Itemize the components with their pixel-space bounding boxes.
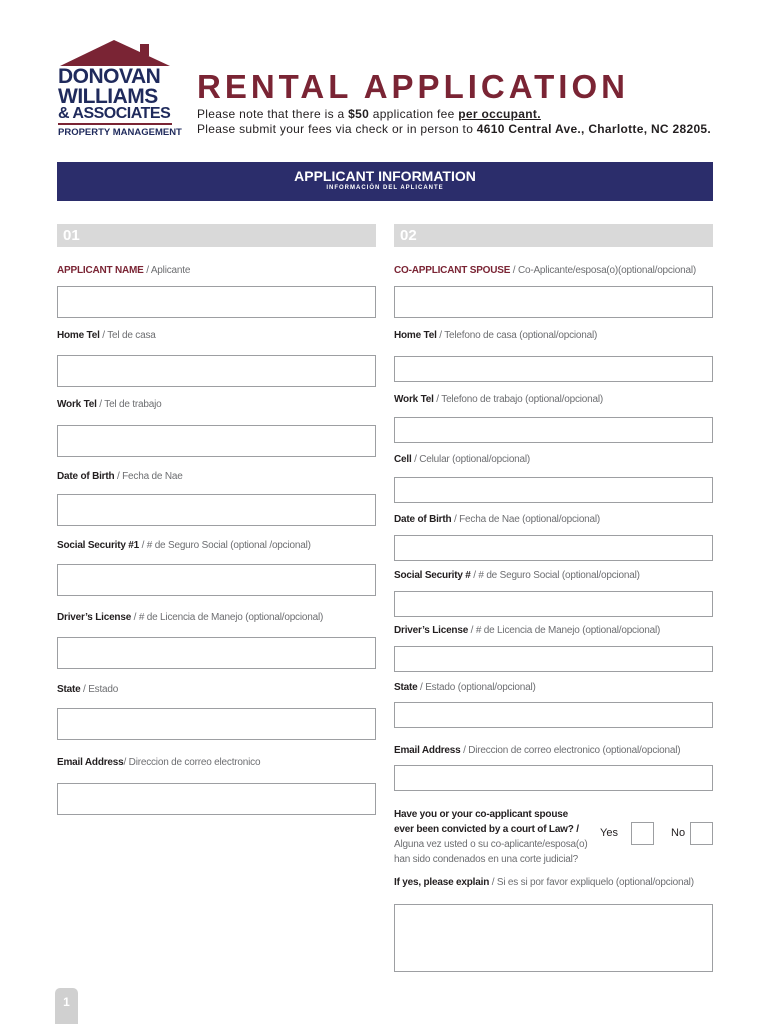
- applicant-dob-label: Date of Birth / Fecha de Nae: [57, 471, 183, 482]
- applicant-ssn-field[interactable]: [57, 564, 376, 596]
- applicant-home-tel-label: Home Tel / Tel de casa: [57, 330, 156, 341]
- company-logo: [56, 38, 182, 138]
- co-applicant-cell-field[interactable]: [394, 477, 713, 503]
- applicant-state-label: State / Estado: [57, 684, 119, 695]
- applicant-work-tel-label: Work Tel / Tel de trabajo: [57, 399, 162, 410]
- applicant-home-tel-field[interactable]: [57, 355, 376, 387]
- applicant-dob-field[interactable]: [57, 494, 376, 526]
- section-title: APPLICANT INFORMATION: [294, 168, 476, 184]
- co-applicant-home-tel-label: Home Tel / Telefono de casa (optional/opcional): [394, 330, 598, 341]
- section-banner: [57, 162, 713, 201]
- house-roof-icon: [56, 38, 174, 68]
- co-applicant-work-tel-label: Work Tel / Telefono de trabajo (optional/opcional): [394, 394, 604, 405]
- co-applicant-ssn-label: Social Security # / # de Seguro Social (optional/opcional): [394, 570, 640, 581]
- co-applicant-email-field[interactable]: [394, 765, 713, 791]
- fee-note: Please note that there is a $50 application fee per occupant.: [197, 107, 541, 121]
- applicant-name-field[interactable]: [57, 286, 376, 318]
- co-applicant-ssn-field[interactable]: [394, 591, 713, 617]
- logo-text-associates: & ASSOCIATES: [58, 105, 171, 122]
- applicant-license-label: Driver’s License / # de Licencia de Manejo (optional/opcional): [57, 612, 324, 623]
- applicant-name-label: APPLICANT NAME / Aplicante: [57, 265, 191, 276]
- logo-text-property-management: PROPERTY MANAGEMENT: [58, 127, 182, 138]
- conviction-question: Have you or your co-applicant spouse ever been convicted by a court of Law? / Alguna vez usted o su co-aplicante/esposa(o) han sido condenados en una corte judicial?: [394, 809, 588, 865]
- co-applicant-column-header: 02: [394, 224, 713, 247]
- co-applicant-work-tel-field[interactable]: [394, 417, 713, 443]
- applicant-ssn-label: Social Security #1 / # de Seguro Social (optional /opcional): [57, 540, 311, 551]
- applicant-license-field[interactable]: [57, 637, 376, 669]
- co-applicant-home-tel-field[interactable]: [394, 356, 713, 382]
- co-applicant-name-field[interactable]: [394, 286, 713, 318]
- conviction-no-checkbox[interactable]: [690, 822, 713, 845]
- conviction-yes-checkbox[interactable]: [631, 822, 654, 845]
- logo-text-donovan: DONOVAN: [58, 65, 161, 88]
- applicant-email-label: Email Address/ Direccion de correo electronico: [57, 757, 261, 768]
- explain-textarea[interactable]: [394, 904, 713, 972]
- conviction-no-label: No: [671, 827, 686, 839]
- logo-text-williams: WILLIAMS: [58, 85, 158, 108]
- conviction-yes-label: Yes: [600, 827, 618, 839]
- co-applicant-license-label: Driver’s License / # de Licencia de Manejo (optional/opcional): [394, 625, 661, 636]
- co-applicant-cell-label: Cell / Celular (optional/opcional): [394, 454, 531, 465]
- section-subtitle: INFORMACIÓN DEL APLICANTE: [326, 185, 444, 191]
- co-applicant-dob-field[interactable]: [394, 535, 713, 561]
- page-number: 1: [55, 988, 78, 1024]
- co-applicant-email-label: Email Address / Direccion de correo electronico (optional/opcional): [394, 745, 681, 756]
- submit-note: Please submit your fees via check or in person to 4610 Central Ave., Charlotte, NC 28205.: [197, 122, 712, 136]
- co-applicant-dob-label: Date of Birth / Fecha de Nae (optional/opcional): [394, 514, 601, 525]
- applicant-work-tel-field[interactable]: [57, 425, 376, 457]
- explain-label: If yes, please explain / Si es si por favor expliquelo (optional/opcional): [394, 877, 694, 888]
- co-applicant-state-label: State / Estado (optional/opcional): [394, 682, 536, 693]
- applicant-email-field[interactable]: [57, 783, 376, 815]
- co-applicant-license-field[interactable]: [394, 646, 713, 672]
- page-title: RENTAL APPLICATION: [197, 68, 629, 105]
- applicant-state-field[interactable]: [57, 708, 376, 740]
- logo-divider: [58, 123, 172, 125]
- applicant-column-header: 01: [57, 224, 376, 247]
- co-applicant-name-label: CO-APPLICANT SPOUSE / Co-Aplicante/esposa(o)(optional/opcional): [394, 265, 696, 276]
- co-applicant-state-field[interactable]: [394, 702, 713, 728]
